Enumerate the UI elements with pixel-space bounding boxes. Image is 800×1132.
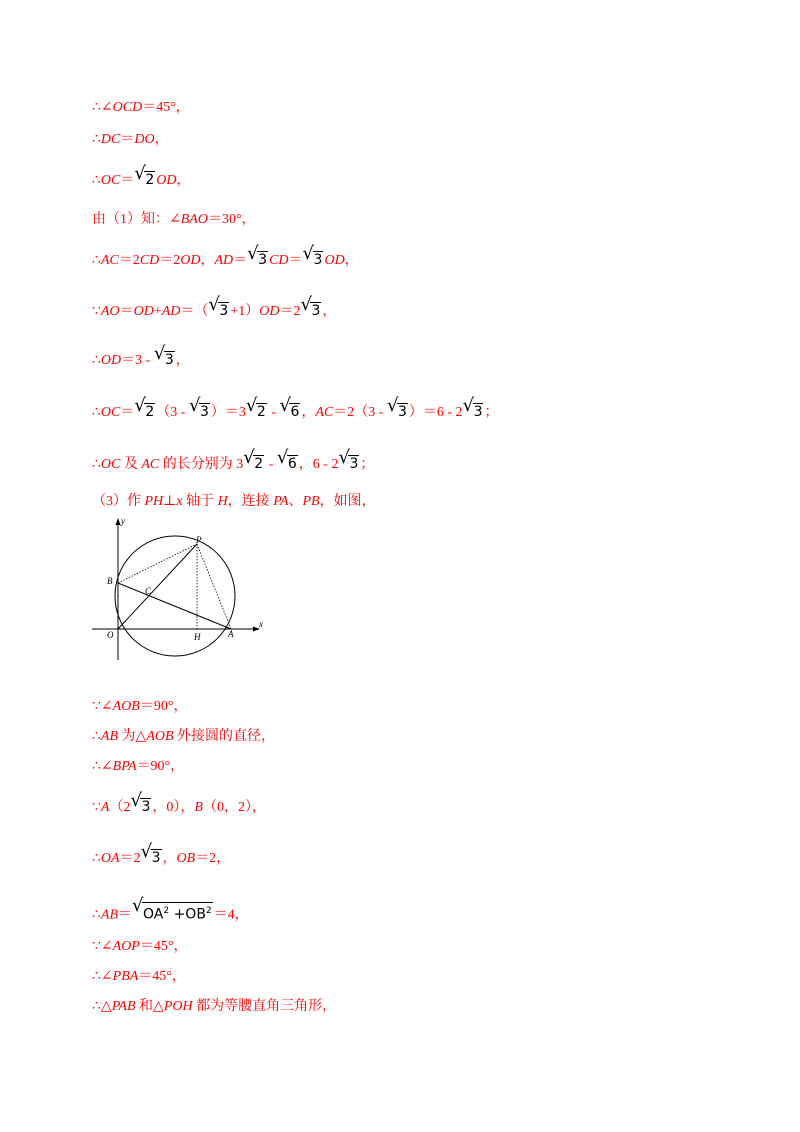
label-b: B [107, 576, 113, 586]
label-y: y [121, 516, 125, 526]
label-c: C [145, 586, 152, 596]
segment-pa [197, 544, 231, 629]
step-angle-aob: ∵∠AOB＝90°， [92, 699, 188, 714]
sqrt-3: √ 3 [464, 402, 484, 422]
label-x: x [259, 619, 263, 629]
step-from-part1: 由（1）知：∠BAO＝30°， [92, 212, 256, 227]
label-h: H [194, 632, 201, 642]
sqrt-6: √ 6 [280, 402, 300, 422]
sqrt-3: √ 3 [301, 301, 321, 321]
step-oc-od: ∴OC＝√ 2 OD， [92, 170, 191, 191]
sqrt-3: √ 3 [155, 350, 175, 370]
step-oc-ac-values: ∴OC＝√ 2 （3 - √ 3 ）＝3√ 2 - √ 6 ，AC＝2（3 - √ 3 ）＝6 - 2√ 3 ； [92, 402, 498, 423]
segment-ba [118, 583, 231, 629]
sqrt-2: √ 2 [247, 402, 267, 422]
sqrt-3: √ 3 [131, 797, 151, 817]
segment-pb [118, 544, 197, 583]
step-angle-bpa: ∴∠BPA＝90°， [92, 759, 185, 774]
step-ab-diameter: ∴AB 为△AOB 外接圆的直径， [92, 729, 276, 744]
step-ab-length: ∴AB＝√ $OA^2 +OB^2 =4$， [92, 902, 249, 926]
sqrt-3: √ 3 [142, 848, 162, 868]
sqrt-3: √ 3 [388, 402, 408, 422]
step-isosceles-right: ∴△PAB 和△POH 都为等腰直角三角形， [92, 999, 337, 1014]
sqrt-3: √ 3 [339, 454, 359, 474]
step-ac-ad: ∴AC＝2CD＝2OD，AD＝√ 3 CD＝√ 3 OD， [92, 250, 359, 271]
step-dc-do: ∴DC＝DO， [92, 132, 169, 147]
sqrt-3: √ 3 [248, 250, 268, 270]
sqrt-3: √ 3 [209, 301, 229, 321]
step-angle-ocd: ∴∠OCD＝45°， [92, 100, 190, 115]
label-a: A [228, 629, 234, 639]
y-axis-arrow [116, 518, 121, 525]
step-conclusion-lengths: ∴OC 及 AC 的长分别为 3√ 2 - √ 6 ，6 - 2√ 3 ； [92, 454, 374, 475]
step-angle-pba: ∴∠PBA＝45°， [92, 969, 186, 984]
sqrt-2: √ 2 [135, 170, 155, 190]
step-angle-aop: ∵∠AOP＝45°， [92, 939, 188, 954]
step-part3-construction: （3）作 PH⊥x 轴于 H，连接 PA、PB，如图， [92, 494, 376, 509]
sqrt-oa2-ob2: √ $OA^2 +OB^2$ [133, 902, 213, 925]
sqrt-3: √ 3 [190, 402, 210, 422]
sqrt-2: √ 2 [244, 454, 264, 474]
step-od-value: ∴OD＝3 - √ 3 ， [92, 350, 190, 371]
step-ao-sum: ∵AO＝OD+AD＝（√ 3 +1）OD＝2√ 3 ， [92, 301, 336, 322]
geometry-figure [88, 510, 278, 660]
sqrt-6: √ 6 [278, 454, 298, 474]
step-oa-ob: ∴OA＝2√ 3 ，OB＝2， [92, 848, 230, 869]
sqrt-2: √ 2 [135, 402, 155, 422]
label-o: O [107, 630, 114, 640]
step-coordinates: ∵A（2√ 3 ，0），B（0，2）， [92, 797, 266, 818]
sqrt-3: √ 3 [304, 250, 324, 270]
label-p: P [196, 535, 202, 545]
circumcircle [115, 536, 235, 656]
